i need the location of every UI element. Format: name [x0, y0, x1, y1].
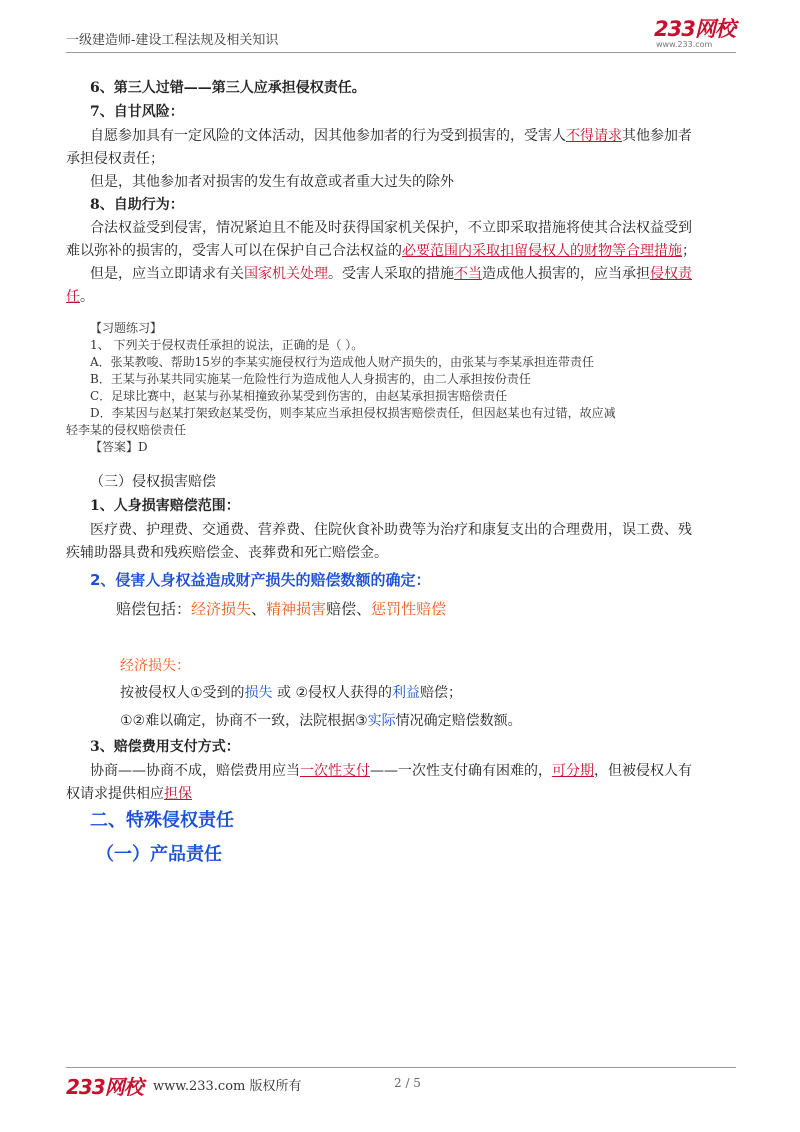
section-3-sub-1: 1、人身损害赔偿范围： [90, 498, 240, 514]
exercise-answer: 【答案】D [90, 440, 148, 454]
item-6-heading: 6、第三人过错——第三人应承担侵权责任。 [90, 80, 366, 96]
footer-divider [66, 1067, 736, 1068]
emphasis-tort-liability: 侵权责 [650, 266, 692, 282]
term-actual: 实际 [367, 713, 396, 729]
section-3-para-1: 医疗费、护理费、交通费、营养费、住院伙食补助费等为治疗和康复支出的合理费用，误工费、残 [90, 522, 692, 538]
section-2-title: 二、特殊侵权责任 [90, 810, 234, 831]
emphasis-no-claim: 不得请求 [566, 128, 622, 144]
exercise-option-a: A．张某教唆、帮助15岁的李某实施侵权行为造成他人财产损失的，由张某与李某承担连带责任 [90, 355, 594, 369]
item-7-para-1-cont: 承担侵权责任； [66, 151, 164, 167]
logo-text: 233网校 [654, 17, 735, 41]
footer-logo: 233网校 [66, 1075, 143, 1099]
section-3-para-3-cont: 权请求提供相应担保 [66, 786, 192, 802]
footer-copyright: www.233.com 版权所有 [153, 1079, 302, 1094]
item-8-para-2-cont: 任。 [66, 289, 94, 305]
item-8-heading: 8、自助行为： [90, 197, 184, 213]
section-3-sub-2: 2、侵害人身权益造成财产损失的赔偿数额的确定： [90, 571, 431, 589]
term-punitive: 惩罚性赔偿 [371, 600, 447, 618]
exercise-option-d: D．李某因与赵某打架致赵某受伤，则李某应当承担侵权损害赔偿责任，但因赵某也有过错，故应减 [90, 406, 616, 420]
economic-loss-rule-2: ①②难以确定，协商不一致，法院根据③实际情况确定赔偿数额。 [120, 713, 522, 729]
term-loss: 损失 [244, 685, 273, 701]
emphasis-lump-sum: 一次性支付 [300, 763, 370, 779]
page-number: 2 / 5 [394, 1076, 421, 1090]
exercise-question: 1、 下列关于侵权责任承担的说法，正确的是（ ）。 [90, 338, 364, 352]
exercise-option-d-cont: 轻李某的侵权赔偿责任 [66, 423, 187, 437]
section-3-heading: （三）侵权损害赔偿 [90, 474, 216, 490]
logo-url: www.233.com [656, 40, 713, 49]
economic-loss-label: 经济损失： [120, 658, 190, 674]
header-divider [66, 52, 736, 53]
term-benefit: 利益 [392, 685, 421, 701]
section-3-para-1-cont: 疾辅助器具费和残疾赔偿金、丧葬费和死亡赔偿金。 [66, 545, 388, 561]
economic-loss-rule-1: 按被侵权人①受到的损失 或 ②侵权人获得的利益赔偿； [120, 685, 463, 701]
item-7-para-2: 但是，其他参加者对损害的发生有故意或者重大过失的除外 [90, 174, 454, 190]
emphasis-state-organ: 国家机关处理 [244, 266, 328, 282]
term-mental-damage: 精神损害 [266, 600, 327, 618]
exercise-option-b: B．王某与孙某共同实施某一危险性行为造成他人人身损害的，由二人承担按份责任 [90, 372, 531, 386]
brand-logo [654, 18, 736, 54]
item-7-para-1: 自愿参加具有一定风险的文体活动，因其他参加者的行为受到损害的，受害人不得请求其他参加者 [90, 128, 692, 144]
compensation-includes: 赔偿包括：经济损失、精神损害赔偿、惩罚性赔偿 [116, 600, 447, 618]
item-8-para-2: 但是，应当立即请求有关国家机关处理。受害人采取的措施不当造成他人损害的，应当承担侵权责 [90, 266, 692, 282]
emphasis-improper: 不当 [454, 266, 482, 282]
term-economic-loss: 经济损失 [191, 600, 252, 618]
emphasis-installments: 可分期 [552, 763, 594, 779]
section-3-para-3: 协商——协商不成，赔偿费用应当一次性支付——一次性支付确有困难的，可分期，但被侵权人有 [90, 763, 692, 779]
exercise-option-c: C．足球比赛中，赵某与孙某相撞致孙某受到伤害的，由赵某承担损害赔偿责任 [90, 389, 508, 403]
item-7-heading: 7、自甘风险： [90, 104, 184, 120]
header-title: 一级建造师-建设工程法规及相关知识 [66, 33, 279, 48]
emphasis-guarantee: 担保 [164, 786, 192, 802]
exercise-label: 【习题练习】 [90, 321, 163, 335]
section-2-sub-1: （一）产品责任 [96, 844, 222, 865]
emphasis-necessary-measures: 必要范围内采取扣留侵权人的财物等合理措施 [402, 243, 682, 259]
item-8-para-1: 合法权益受到侵害，情况紧迫且不能及时获得国家机关保护，不立即采取措施将使其合法权益受到 [90, 220, 692, 236]
section-3-sub-3: 3、赔偿费用支付方式： [90, 739, 240, 755]
item-8-para-1-cont: 难以弥补的损害的，受害人可以在保护自己合法权益的必要范围内采取扣留侵权人的财物等合理措施； [66, 243, 696, 259]
